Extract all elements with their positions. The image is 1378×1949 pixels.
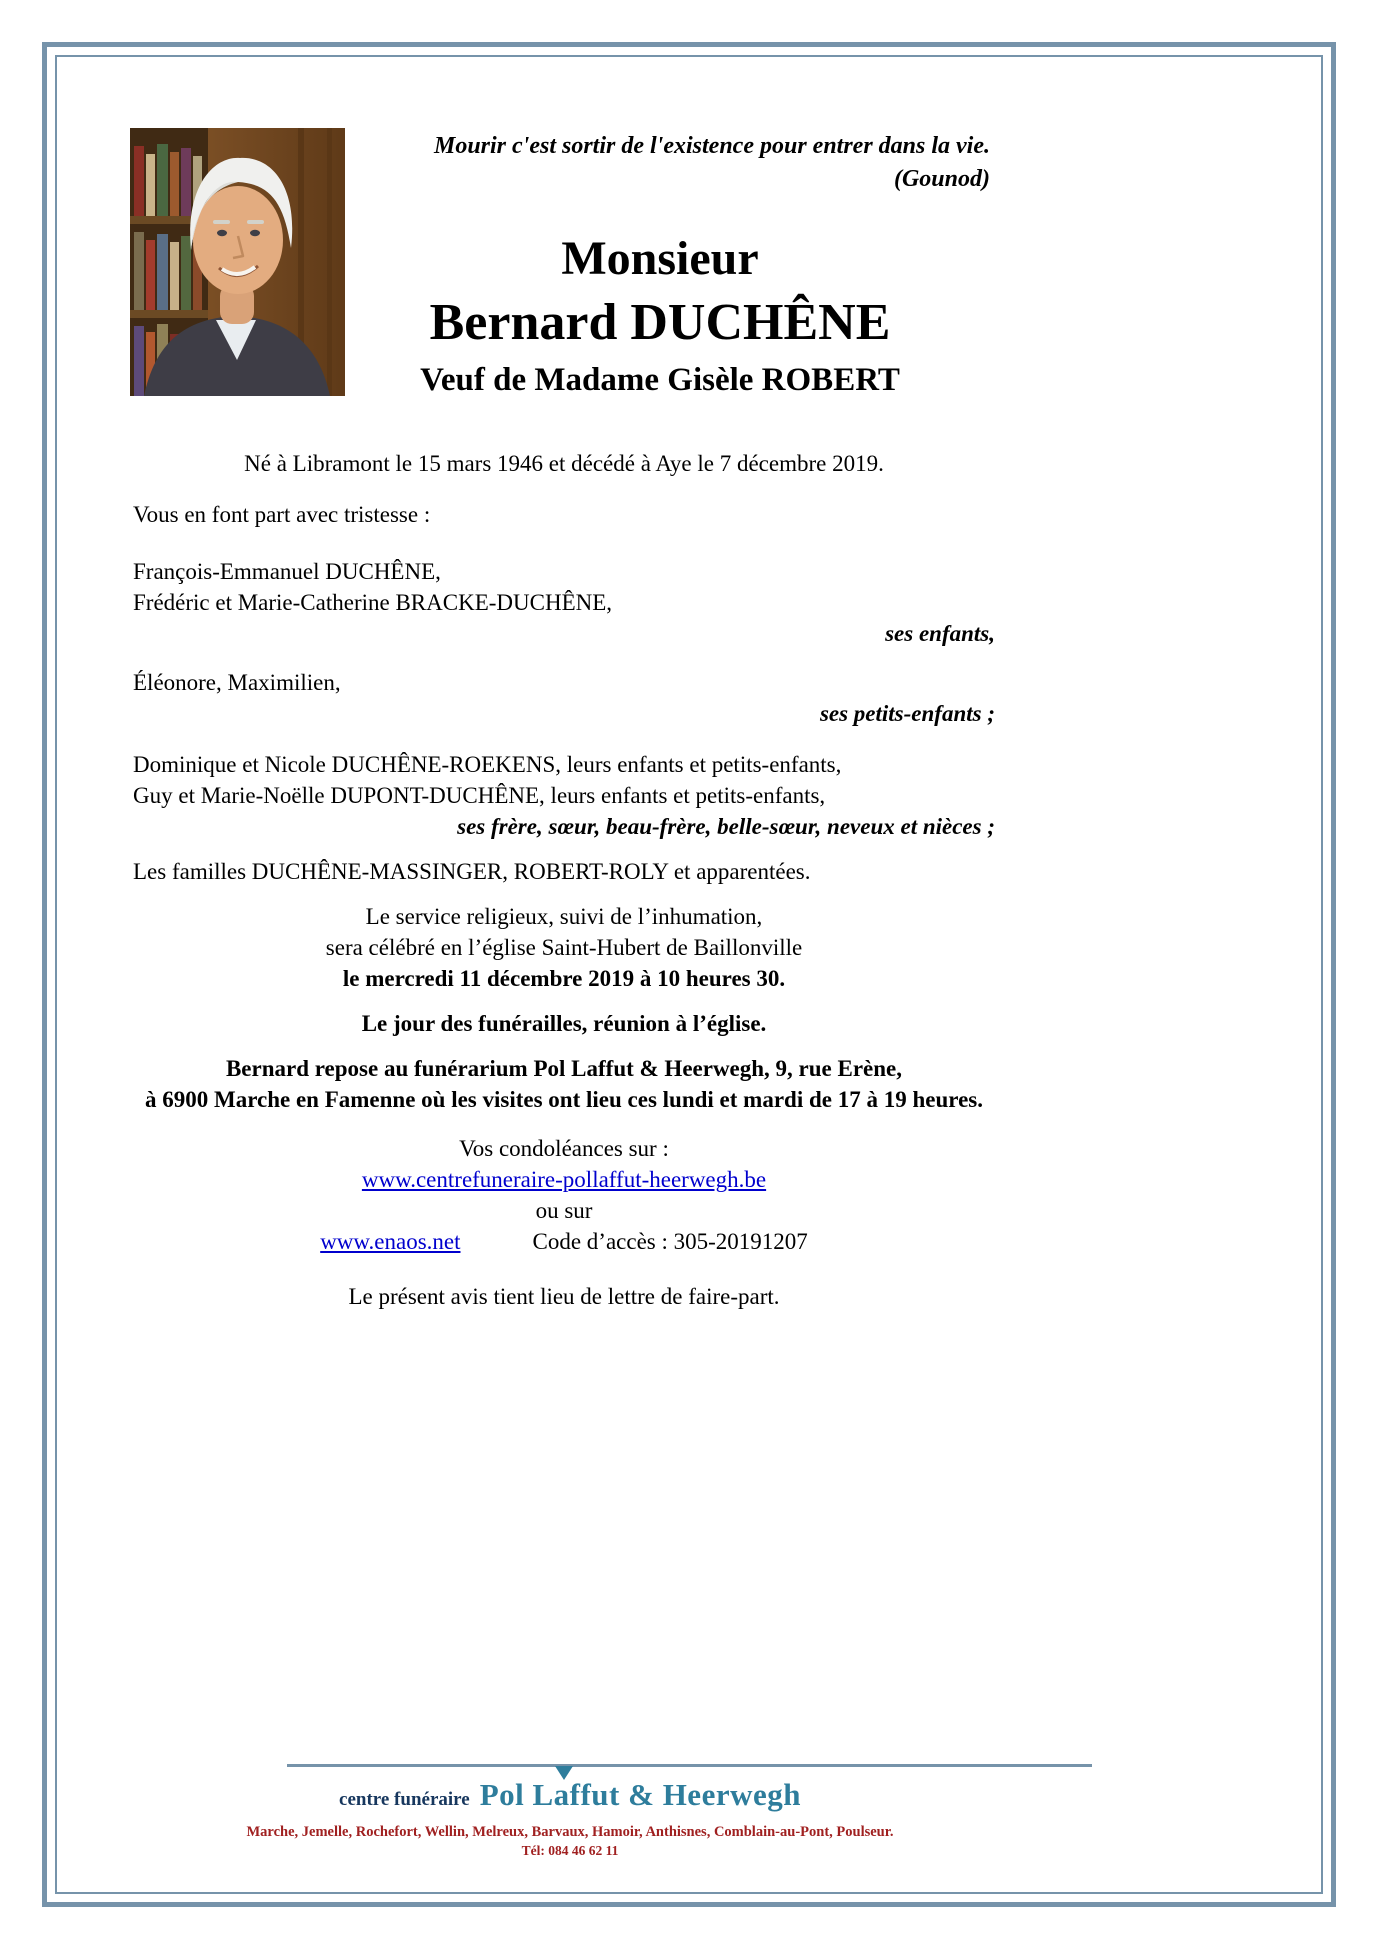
families-line: Les familles DUCHÊNE-MASSINGER, ROBERT-ROLY et apparentées.	[133, 859, 811, 884]
condolences-website-link[interactable]: www.centrefuneraire-pollaffut-heerwegh.be	[361, 1167, 767, 1192]
birth-death-line: Né à Libramont le 15 mars 1946 et décédé à Aye le 7 décembre 2019.	[244, 451, 884, 476]
footer-logo-block	[150, 1767, 990, 1860]
service-line: sera célébré en l’église Saint-Hubert de Baillonville	[325, 935, 803, 960]
children-relation-label: ses enfants,	[885, 621, 995, 646]
service-line: Le service religieux, suivi de l’inhumation,	[365, 904, 763, 929]
service-date-line: le mercredi 11 décembre 2019 à 10 heures 30.	[342, 966, 786, 991]
siblings-line: Guy et Marie-Noëlle DUPONT-DUCHÊNE, leurs enfants et petits-enfants,	[133, 783, 826, 808]
footer	[0, 1764, 1378, 1860]
access-code: Code d’accès : 305-20191207	[532, 1229, 808, 1254]
service-block	[133, 901, 995, 994]
footer-locations: Marche, Jemelle, Rochefort, Wellin, Melreux, Barvaux, Hamoir, Anthisnes, Comblain-au-Pont, Poulseur.	[246, 1824, 894, 1840]
announcement-intro: Vous en font part avec tristesse :	[133, 502, 431, 527]
condolences-or-text: ou sur	[535, 1198, 593, 1223]
brand-row	[150, 1777, 990, 1819]
gathering-line: Le jour des funérailles, réunion à l’église.	[361, 1011, 767, 1036]
repose-block	[133, 1053, 995, 1115]
grandchildren-relation-label: ses petits-enfants ;	[819, 701, 995, 726]
quote-text: Mourir c'est sortir de l'existence pour entrer dans la vie.	[433, 133, 990, 159]
siblings-relation-label: ses frère, sœur, beau-frère, belle-sœur, neveux et nièces ;	[457, 814, 995, 839]
footer-phone: Tél: 084 46 62 11	[521, 1843, 619, 1858]
deceased-name: Bernard DUCHÊNE	[429, 294, 891, 351]
grandchildren-line: Éléonore, Maximilien,	[133, 670, 341, 695]
siblings-block	[133, 749, 995, 842]
condolences-intro: Vos condoléances sur :	[459, 1136, 669, 1161]
deceased-honorific: Monsieur	[561, 232, 759, 285]
portrait-illustration	[130, 128, 345, 396]
logo-marker-icon	[555, 1766, 573, 1780]
enaos-row	[133, 1226, 995, 1257]
brand-name: Pol Laffut & Heerwegh	[479, 1777, 801, 1812]
children-block	[133, 556, 995, 649]
children-line: Frédéric et Marie-Catherine BRACKE-DUCHÊNE,	[133, 590, 613, 615]
quote-attribution: (Gounod)	[893, 166, 990, 192]
deceased-subtitle: Veuf de Madame Gisèle ROBERT	[420, 362, 900, 398]
portrait-photo	[130, 128, 345, 396]
notice-body	[133, 448, 995, 1312]
children-line: François-Emmanuel DUCHÊNE,	[133, 559, 441, 584]
siblings-line: Dominique et Nicole DUCHÊNE-ROEKENS, leurs enfants et petits-enfants,	[133, 752, 842, 777]
brand-prefix: centre funéraire	[339, 1789, 470, 1810]
grandchildren-block	[133, 667, 995, 729]
condolences-block	[133, 1133, 995, 1257]
closing-line: Le présent avis tient lieu de lettre de faire-part.	[348, 1284, 780, 1309]
repose-line: à 6900 Marche en Famenne où les visites ont lieu ces lundi et mardi de 17 à 19 heures.	[145, 1087, 983, 1112]
enaos-website-link[interactable]: www.enaos.net	[320, 1229, 461, 1254]
deceased-title-block	[340, 228, 980, 404]
epitaph-quote	[390, 130, 990, 196]
repose-line: Bernard repose au funérarium Pol Laffut & Heerwegh, 9, rue Erène,	[225, 1056, 903, 1081]
